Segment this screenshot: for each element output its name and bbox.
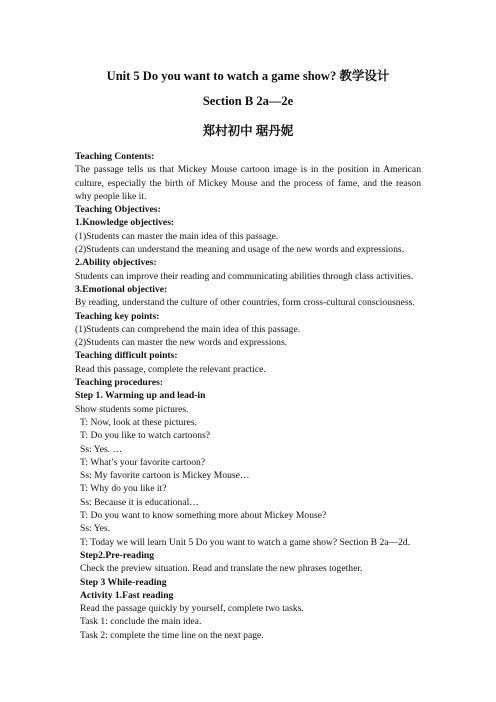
key-point-2: (2)Students can master the new words and expressions. bbox=[75, 337, 288, 349]
key-points-heading: Teaching key points: bbox=[75, 310, 160, 322]
knowledge-objectives-heading: 1.Knowledge objectives: bbox=[75, 217, 175, 229]
teaching-objectives-heading: Teaching Objectives: bbox=[75, 204, 161, 216]
dialogue-line: Ss: My favorite cartoon is Mickey Mouse… bbox=[80, 470, 250, 482]
dialogue-line: Ss: Because it is educational… bbox=[80, 496, 199, 508]
dialogue-line: T: Why do you like it? bbox=[80, 483, 167, 495]
ability-objectives-text: Students can improve their reading and communicating abilities through class activities. bbox=[75, 270, 414, 282]
task-1: Task 1: conclude the main idea. bbox=[80, 616, 202, 628]
ability-objectives-heading: 2.Ability objectives: bbox=[75, 257, 157, 269]
author-line: 郑村初中 琚丹妮 bbox=[202, 124, 294, 138]
activity1-text: Read the passage quickly by yourself, complete two tasks. bbox=[80, 603, 304, 615]
dialogue-line: Ss: Yes. … bbox=[80, 443, 123, 455]
document-title: Unit 5 Do you want to watch a game show? 教学设计 bbox=[106, 69, 390, 83]
step1-intro: Show students some pictures. bbox=[75, 403, 189, 415]
document-subtitle: Section B 2a—2e bbox=[202, 94, 294, 108]
dialogue-line: T: Now, look at these pictures. bbox=[80, 416, 197, 428]
emotional-objective-text: By reading, understand the culture of other countries, form cross-cultural consciousness. bbox=[75, 297, 415, 309]
teaching-contents-heading: Teaching Contents: bbox=[75, 151, 155, 162]
step2-heading: Step2.Pre-reading bbox=[80, 549, 154, 561]
dialogue-line-last: T: Today we will learn Unit 5 Do you want to watch a game show? Section B 2a—2d. bbox=[80, 536, 411, 548]
step1-heading: Step 1. Warming up and lead-in bbox=[75, 390, 206, 402]
dialogue-line: T: Do you like to watch cartoons? bbox=[80, 430, 211, 442]
teaching-contents-text: The passage tells us that Mickey Mouse cartoon image is in the position in American culture, especially the birth of Mickey Mouse and the process of fame, and the reason why people like it. bbox=[75, 164, 421, 202]
step3-heading: Step 3 While-reading bbox=[80, 576, 167, 588]
dialogue-line: T: What’s your favorite cartoon? bbox=[80, 456, 206, 468]
difficult-points-heading: Teaching difficult points: bbox=[75, 350, 178, 362]
step2-text: Check the preview situation. Read and translate the new phrases together. bbox=[80, 563, 363, 575]
activity1-heading: Activity 1.Fast reading bbox=[80, 589, 174, 601]
emotional-objective-heading: 3.Emotional objective: bbox=[75, 283, 168, 295]
knowledge-objective-2: (2)Students can understand the meaning and usage of the new words and expressions. bbox=[75, 244, 405, 256]
knowledge-objective-1: (1)Students can master the main idea of this passage. bbox=[75, 230, 279, 242]
document-body bbox=[75, 150, 421, 642]
procedures-heading: Teaching procedures: bbox=[75, 377, 164, 389]
key-point-1: (1)Students can comprehend the main idea of this passage. bbox=[75, 323, 301, 335]
dialogue-line: T: Do you want to know something more about Mickey Mouse? bbox=[80, 510, 327, 522]
difficult-points-text: Read this passage, complete the relevant practice. bbox=[75, 363, 266, 375]
task-2: Task 2: complete the time line on the next page. bbox=[80, 629, 264, 641]
dialogue-line: Ss: Yes. bbox=[80, 523, 111, 535]
